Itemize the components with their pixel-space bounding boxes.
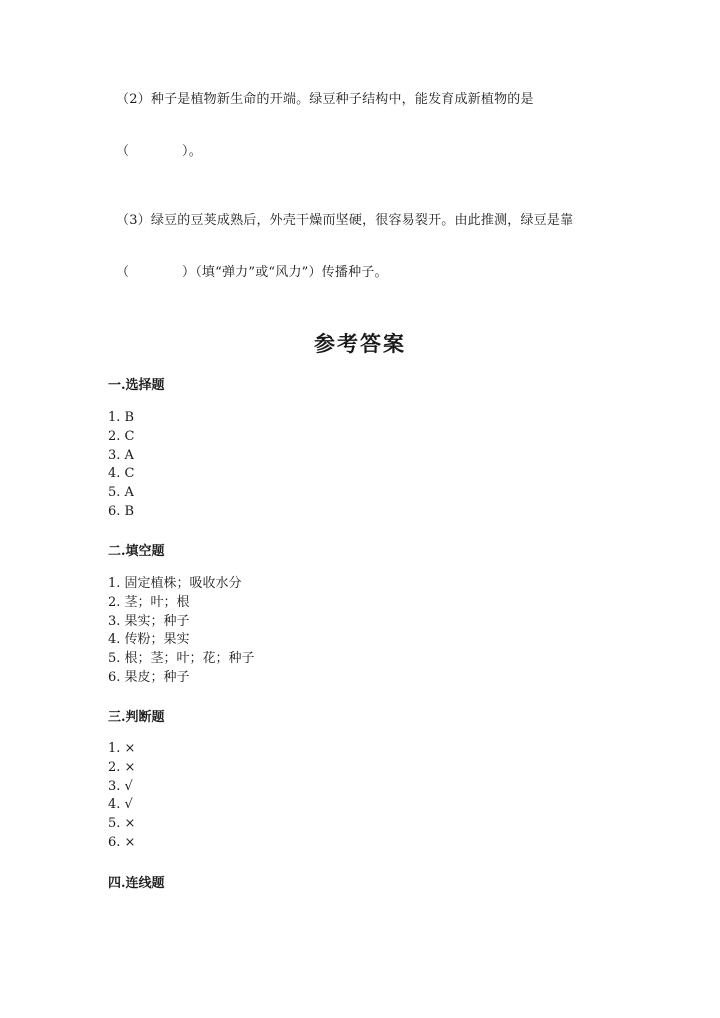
answer-item: 5. 根；茎；叶；花；种子 bbox=[108, 651, 255, 667]
multiple-choice-answers bbox=[108, 409, 134, 522]
section-heading-multiple-choice: 一.选择题 bbox=[108, 378, 165, 393]
answer-item: 3. A bbox=[108, 447, 134, 463]
answer-item: 1. × bbox=[108, 741, 136, 756]
question-3-text: （3）绿豆的豆荚成熟后，外壳干燥而坚硬，很容易裂开。由此推测，绿豆是靠 bbox=[116, 213, 574, 228]
answer-item: 4. 传粉；果实 bbox=[108, 632, 190, 648]
answer-item: 2. × bbox=[108, 759, 136, 775]
answer-item: 3. √ bbox=[108, 778, 133, 794]
section-heading-fill-in-blank: 二.填空题 bbox=[108, 544, 165, 559]
answer-item: 4. √ bbox=[108, 797, 133, 813]
question-2-text: （2）种子是植物新生命的开端。绿豆种子结构中，能发育成新植物的是 bbox=[116, 92, 534, 107]
answer-item: 3. 果实；种子 bbox=[108, 613, 190, 629]
answer-item: 5. × bbox=[108, 816, 136, 832]
question-2-answer-blank: （ ）。 bbox=[116, 144, 202, 159]
answer-item: 6. 果皮；种子 bbox=[108, 669, 190, 685]
section-heading-matching: 四.连线题 bbox=[108, 876, 165, 891]
answer-key-title: 参考答案 bbox=[314, 331, 406, 356]
section-heading-true-false: 三.判断题 bbox=[108, 710, 165, 725]
question-3-answer-blank: （ ）（填“弹力”或“风力”）传播种子。 bbox=[116, 265, 388, 280]
answer-item: 2. 茎；叶；根 bbox=[108, 594, 190, 610]
answer-item: 5. A bbox=[108, 485, 134, 501]
answer-item: 6. B bbox=[108, 503, 135, 519]
answer-item: 1. B bbox=[108, 410, 135, 425]
fill-in-blank-answers bbox=[108, 575, 255, 688]
answer-item: 6. × bbox=[108, 834, 136, 850]
answer-item: 4. C bbox=[108, 466, 135, 482]
answer-item: 2. C bbox=[108, 428, 135, 444]
answer-item: 1. 固定植株；吸收水分 bbox=[108, 576, 242, 591]
true-false-answers bbox=[108, 740, 135, 853]
